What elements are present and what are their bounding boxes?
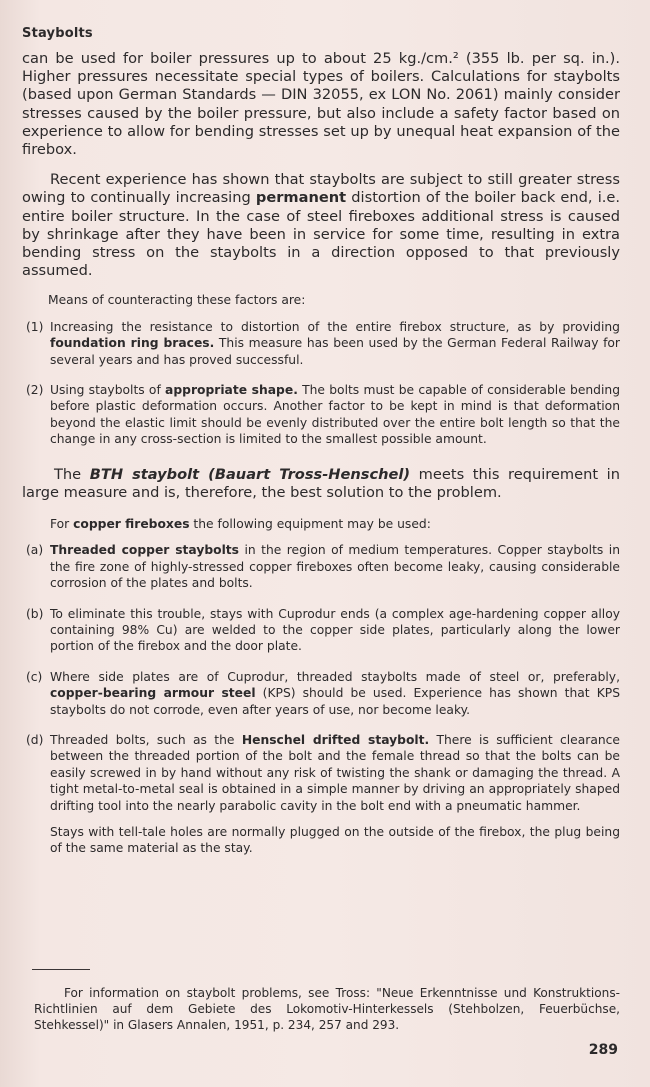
text-run: Where side plates are of Cuprodur, threaded staybolts made of steel or, preferably, xyxy=(50,669,620,684)
bold-text: permanent xyxy=(255,189,347,207)
text-run: Using staybolts of xyxy=(50,382,166,397)
bold-text: copper fireboxes xyxy=(73,516,190,531)
text-run: To eliminate this trouble, stays with Cuprodur ends (a complex age-hardening copper alloy containing 98% Cu) are welded to the copper side plates, particularly along the lower portion of the firebox and the door plate. xyxy=(50,606,620,654)
list-marker: (b) xyxy=(26,606,44,621)
text-run: For xyxy=(50,516,74,531)
text-run: in the region of medium temperatures. Copper staybolts in the fire zone of highly-stressed copper fireboxes often become leaky, causing considerable corrosion of the plates and bolts. xyxy=(50,543,620,591)
text-run: the following equipment may be used: xyxy=(189,516,431,531)
list-item-a xyxy=(22,542,620,591)
list-marker: (d) xyxy=(26,732,44,747)
means-intro: Means of counteracting these factors are: xyxy=(48,293,306,308)
bold-text: Threaded copper staybolts xyxy=(50,543,239,558)
list-item-c xyxy=(22,669,620,718)
body-text xyxy=(22,50,620,871)
text-run: meets this requirement in large measure and is, therefore, the best solution to the problem. xyxy=(22,465,620,501)
text-run: The bolts must be capable of considerable bending before plastic deformation occurs. Another factor to be kept in mind is that deformation beyond the elastic limit should be evenly distributed over the entire bolt length so that the change in any cross-section is limited to the smallest possible amount. xyxy=(50,382,620,447)
list-marker: (a) xyxy=(26,543,44,558)
stays-paragraph: Stays with tell-tale holes are normally plugged on the outside of the firebox, the plug being of the same material as the stay. xyxy=(50,824,620,856)
footnote: For information on staybolt problems, see Tross: "Neue Erkenntnisse und Konstruktions-Richtlinien auf dem Gebiete des Lokomotiv-Hinterkessels (Stehbolzen, Feuerbüchse, Stehkessel)" in Glasers Annalen, 1951, p. 234, 257 and 293. xyxy=(34,986,620,1033)
page-number: 289 xyxy=(588,1042,618,1058)
footnote-divider xyxy=(32,969,90,970)
paragraph-2 xyxy=(22,171,620,280)
bold-text: copper-bearing armour steel xyxy=(50,686,256,701)
text-run: Increasing the resistance to distortion of the entire firebox structure, as by providing xyxy=(50,319,620,334)
bth-paragraph xyxy=(22,466,620,502)
list-item-d xyxy=(22,732,620,857)
text-run: The xyxy=(54,465,90,483)
list-item-2 xyxy=(22,382,620,448)
bold-italic-text: BTH staybolt (Bauart Tross-Henschel) xyxy=(89,465,411,483)
bold-text: Henschel drifted staybolt. xyxy=(241,732,430,747)
text-run: Threaded bolts, such as the xyxy=(50,732,242,747)
bold-text: foundation ring braces. xyxy=(50,336,215,351)
text-run: (KPS) should be used. Experience has shown that KPS staybolts do not corrode, even after years of use, nor become leaky. xyxy=(50,686,620,717)
page-heading: Staybolts xyxy=(22,26,93,41)
text-run: Recent experience has shown that staybolts are subject to still greater stress owing to continually increasing xyxy=(22,171,620,207)
copper-intro xyxy=(50,516,620,532)
list-item-1 xyxy=(22,319,620,368)
text-run: distortion of the boiler back end, i.e. entire boiler structure. In the case of steel fireboxes additional stress is caused by shrinkage after they have been in service for some time, resulting in extra bending stress on the staybolts in a direction opposed to that previously assumed. xyxy=(22,189,621,280)
paragraph-1: can be used for boiler pressures up to about 25 kg./cm.² (355 lb. per sq. in.). Higher pressures necessitate special types of boilers. Calculations for staybolts (based upon German Standards — DIN 32055, ex LON No. 2061) mainly consider stresses caused by the boiler pressure, but also include a safety factor based on experience to allow for bending stresses set up by unequal heat expansion of the firebox. xyxy=(22,50,620,159)
text-run: There is sufficient clearance between the threaded portion of the bolt and the female thread so that the bolts can be easily screwed in by hand without any risk of twisting the shank or damaging the thread. A tight metal-to-metal seal is obtained in a simple manner by driving an appropriately shaped drifting tool into the nearly parabolic cavity in the bolt end with a pneumatic hammer. xyxy=(50,732,620,813)
text-run: This measure has been used by the German Federal Railway for several years and has proved successful. xyxy=(50,336,620,367)
list-item-b xyxy=(22,606,620,655)
list-marker: (1) xyxy=(26,319,44,334)
list-marker: (c) xyxy=(26,669,43,684)
bold-text: appropriate shape. xyxy=(165,382,298,397)
list-marker: (2) xyxy=(26,382,44,397)
